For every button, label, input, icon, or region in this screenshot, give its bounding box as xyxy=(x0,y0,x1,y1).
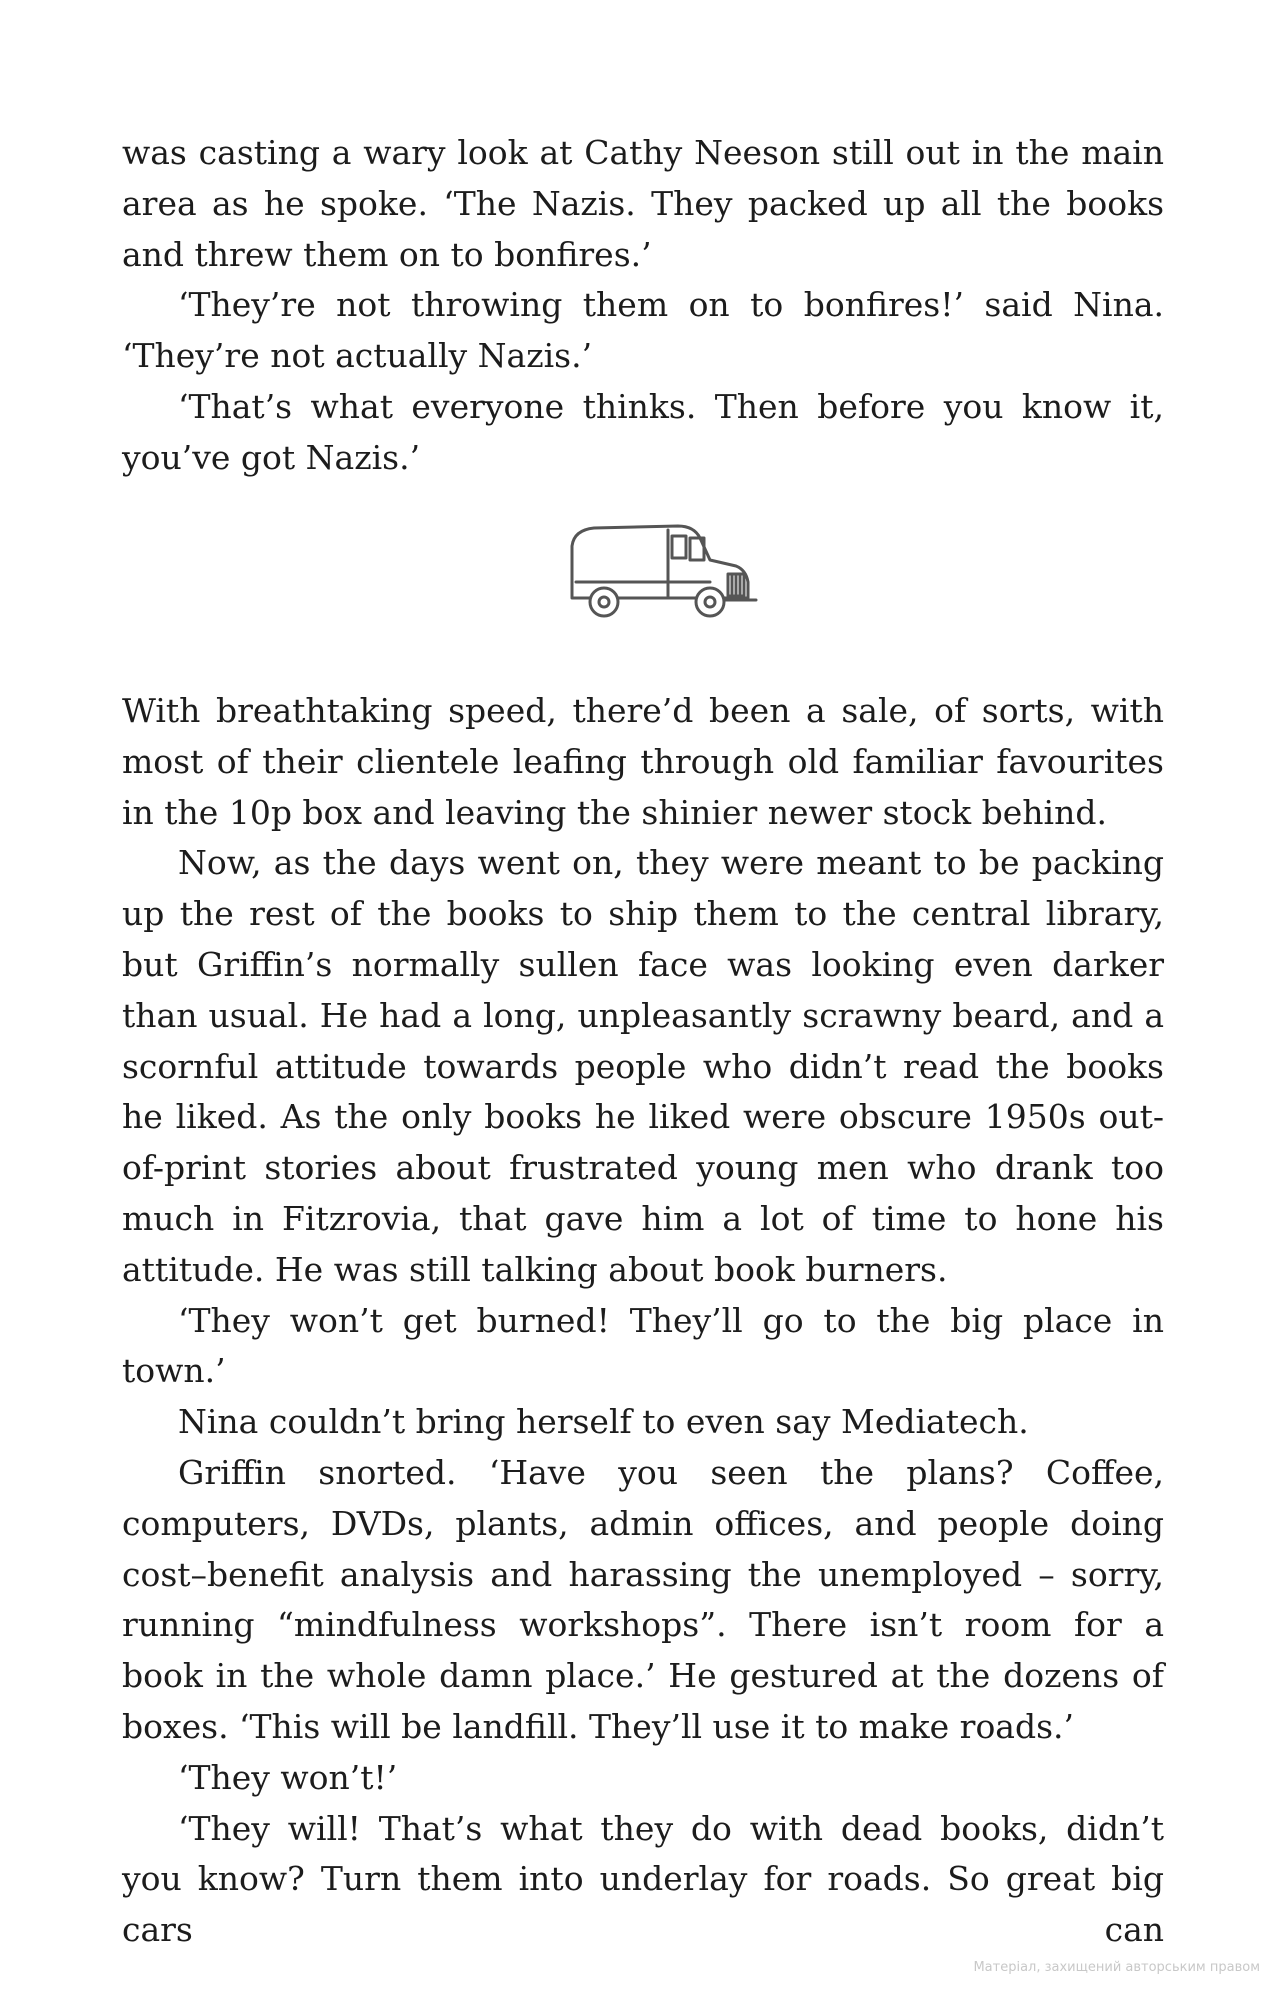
paragraph: With breathtaking speed, there’d been a sale, of sorts, with most of their clientele leafing through old familiar favourites in the 10p box and leaving the shinier newer stock behind. xyxy=(122,691,1164,832)
paragraph: ‘They won’t!’ xyxy=(178,1757,398,1797)
paragraph: ‘That’s what everyone thinks. Then before you know it, you’ve got Nazis.’ xyxy=(122,386,1164,477)
copyright-watermark: Матеріал, захищений авторським правом xyxy=(973,1960,1260,1975)
paragraph: Griffin snorted. ‘Have you seen the plans? Coffee, computers, DVDs, plants, admin offices, and people doing cost–benefit analysis and harassing the unemployed – sorry, running “mindfulness workshops”. There isn’t room for a book in the whole damn place.’ He gestured at the dozens of boxes. ‘This will be landfill. They’ll use it to make roads.’ xyxy=(122,1452,1164,1746)
paragraph: Now, as the days went on, they were meant to be packing up the rest of the books to ship them to the central library, but Griffin’s normally sullen face was looking even darker than usual. He had a long, unpleasantly scrawny beard, and a scornful attitude towards people who didn’t read the books he liked. As the only books he liked were obscure 1950s out-of-print stories about frustrated young men who drank too much in Fitzrovia, that gave him a lot of time to hone his attitude. He was still talking about book burners. xyxy=(122,843,1164,1289)
paragraph: ‘They’re not throwing them on to bonfires!’ said Nina. ‘They’re not actually Nazis.’ xyxy=(122,285,1164,376)
paragraph: ‘They won’t get burned! They’ll go to the big place in town.’ xyxy=(122,1300,1164,1391)
paragraph: was casting a wary look at Cathy Neeson still out in the main area as he spoke. ‘The Nazis. They packed up all the books and threw them on to bonfires.’ xyxy=(122,133,1164,274)
paragraph: Nina couldn’t bring herself to even say Mediatech. xyxy=(178,1402,1029,1442)
paragraph: ‘They will! That’s what they do with dead books, didn’t you know? Turn them into underlay for roads. So great big cars can xyxy=(122,1808,1164,1950)
van-icon xyxy=(560,516,780,636)
text-block-bottom xyxy=(122,686,1164,1956)
text-block-top xyxy=(122,128,1164,484)
